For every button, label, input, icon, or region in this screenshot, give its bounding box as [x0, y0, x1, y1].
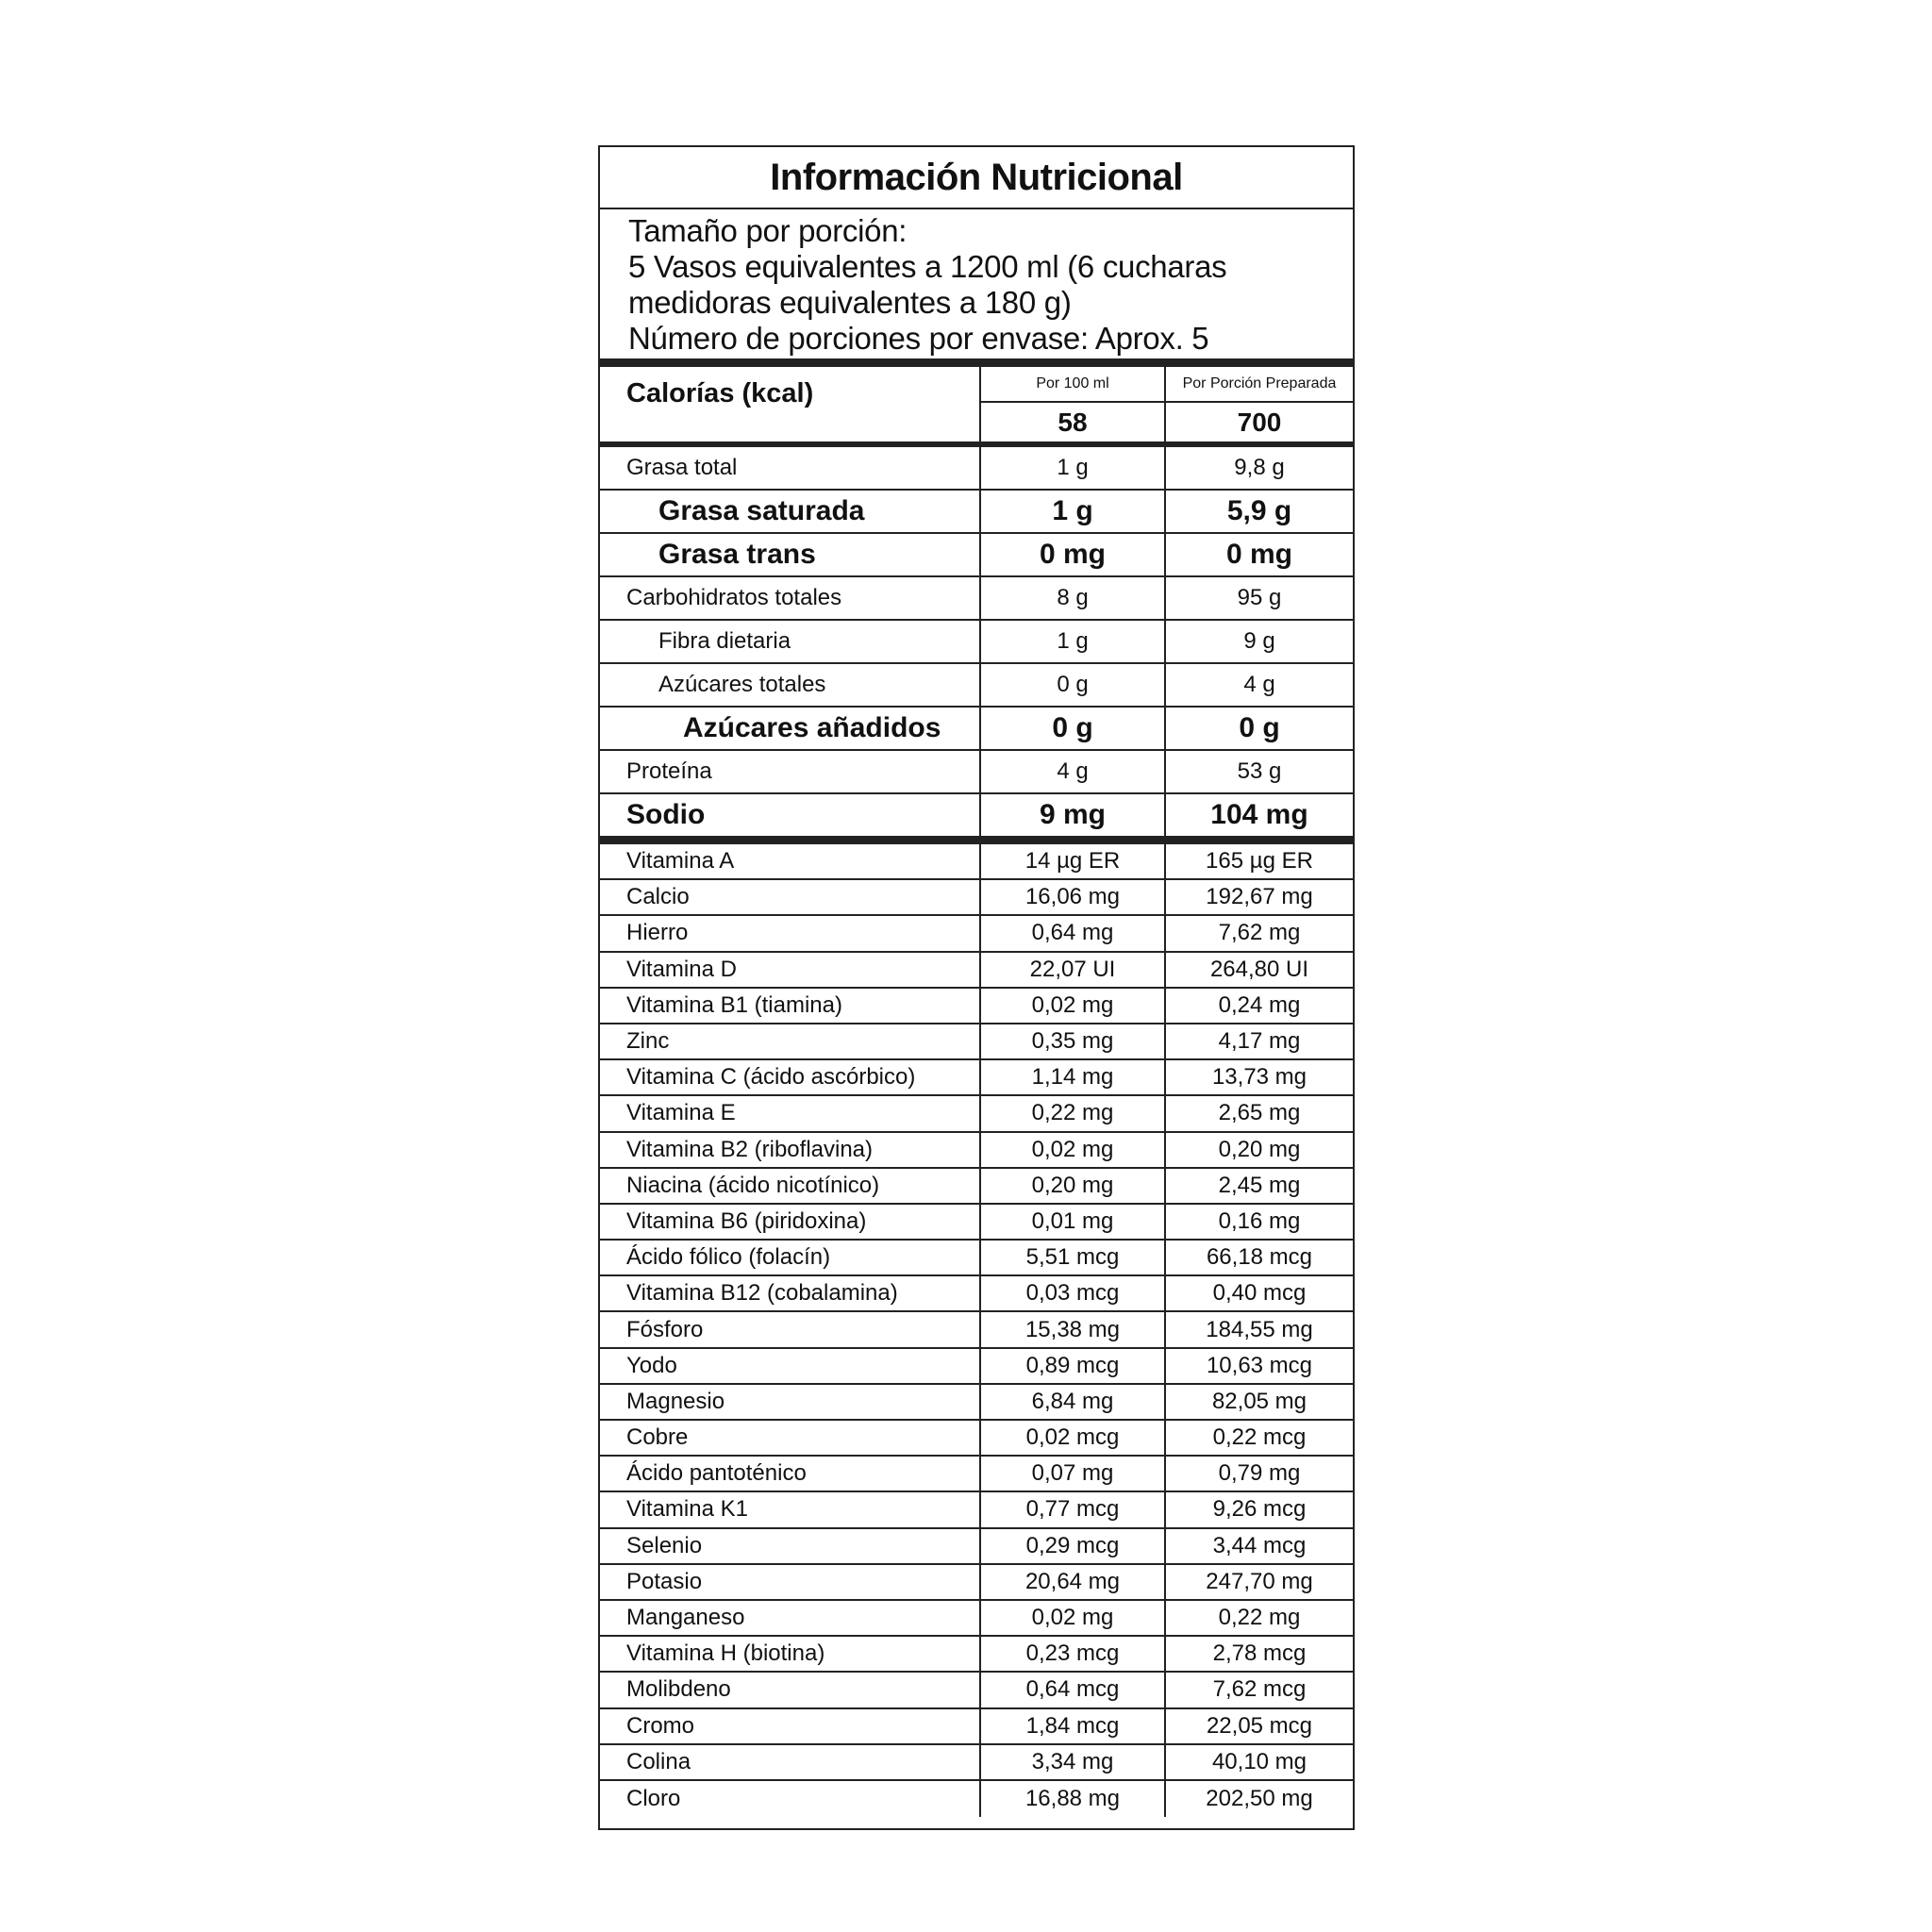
micronutrient-value-per100: 22,07 UI [979, 953, 1164, 987]
micronutrient-value-per100: 0,01 mg [979, 1205, 1164, 1239]
nutrient-value-portion: 4 g [1164, 664, 1353, 706]
micronutrient-value-portion: 22,05 mcg [1164, 1709, 1353, 1743]
nutrient-value-per100: 1 g [979, 491, 1164, 532]
micronutrient-value-per100: 0,35 mg [979, 1024, 1164, 1058]
nutrient-value-portion: 0 mg [1164, 534, 1353, 575]
micronutrient-value-portion: 247,70 mg [1164, 1565, 1353, 1599]
column-header-portion: Por Porción Preparada [1166, 367, 1353, 403]
micronutrient-name: Fósforo [626, 1316, 704, 1342]
serving-size-text-cont: medidoras equivalentes a 180 g) [628, 285, 1072, 320]
micronutrient-name: Ácido fólico (folacín) [626, 1244, 831, 1271]
nutrient-row [600, 751, 1353, 794]
micronutrient-name: Manganeso [626, 1605, 745, 1631]
micronutrient-value-portion: 264,80 UI [1164, 953, 1353, 987]
nutrient-row [600, 491, 1353, 534]
micronutrient-value-per100: 0,07 mg [979, 1457, 1164, 1491]
micronutrient-value-portion: 0,79 mg [1164, 1457, 1353, 1491]
micronutrient-row [600, 1241, 1353, 1276]
micronutrient-name: Cromo [626, 1712, 695, 1739]
micronutrient-value-portion: 192,67 mg [1164, 880, 1353, 914]
micronutrient-value-per100: 15,38 mg [979, 1312, 1164, 1346]
micronutrient-name: Potasio [626, 1568, 703, 1594]
micronutrient-name: Vitamina H (biotina) [626, 1641, 825, 1667]
micronutrient-value-portion: 7,62 mg [1164, 916, 1353, 950]
micronutrient-value-portion: 4,17 mg [1164, 1024, 1353, 1058]
micronutrient-name: Vitamina D [626, 956, 737, 982]
micronutrient-value-portion: 40,10 mg [1164, 1745, 1353, 1779]
calories-label: Calorías (kcal) [626, 377, 814, 408]
micronutrient-row [600, 1529, 1353, 1565]
nutrient-row [600, 621, 1353, 664]
micronutrient-value-per100: 0,29 mcg [979, 1529, 1164, 1563]
nutrient-value-per100: 0 mg [979, 534, 1164, 575]
micronutrient-value-per100: 16,88 mg [979, 1781, 1164, 1817]
micronutrient-value-per100: 0,64 mg [979, 916, 1164, 950]
nutrient-value-portion: 9,8 g [1164, 447, 1353, 489]
nutrient-name: Grasa saturada [658, 495, 865, 526]
micronutrient-value-per100: 0,03 mcg [979, 1276, 1164, 1310]
calories-value-portion: 700 [1237, 407, 1282, 437]
nutrient-row [600, 534, 1353, 577]
nutrient-value-per100: 9 mg [979, 794, 1164, 836]
label-title: Información Nutricional [600, 147, 1353, 209]
micronutrient-row [600, 1024, 1353, 1060]
nutrient-value-portion: 9 g [1164, 621, 1353, 662]
micronutrient-row [600, 1169, 1353, 1205]
micronutrient-value-per100: 20,64 mg [979, 1565, 1164, 1599]
micronutrient-name: Vitamina A [626, 848, 735, 874]
nutrient-name: Carbohidratos totales [626, 585, 842, 610]
micronutrient-row [600, 1312, 1353, 1348]
micronutrient-row [600, 1673, 1353, 1708]
micronutrient-row [600, 1709, 1353, 1745]
nutrient-value-per100: 1 g [979, 621, 1164, 662]
micronutrient-value-per100: 0,77 mcg [979, 1492, 1164, 1526]
nutrient-name: Grasa total [626, 455, 738, 480]
micronutrient-value-portion: 9,26 mcg [1164, 1492, 1353, 1526]
micronutrient-name: Yodo [626, 1352, 677, 1378]
thick-divider [600, 358, 1353, 367]
micronutrient-row [600, 880, 1353, 916]
nutrient-row [600, 664, 1353, 708]
macronutrient-rows [600, 447, 1353, 836]
calories-value-per100: 58 [1058, 407, 1088, 437]
micronutrient-value-portion: 82,05 mg [1164, 1385, 1353, 1419]
nutrient-name: Azúcares totales [658, 672, 826, 697]
micronutrient-value-per100: 14 µg ER [979, 844, 1164, 878]
micronutrient-row [600, 916, 1353, 952]
micronutrient-row [600, 989, 1353, 1024]
micronutrient-name: Magnesio [626, 1388, 725, 1414]
micronutrient-row [600, 1096, 1353, 1132]
micronutrient-value-portion: 165 µg ER [1164, 844, 1353, 878]
micronutrient-value-portion: 7,62 mcg [1164, 1673, 1353, 1707]
micronutrient-value-portion: 66,18 mcg [1164, 1241, 1353, 1274]
nutrient-name: Azúcares añadidos [683, 712, 941, 743]
micronutrient-value-per100: 0,02 mg [979, 989, 1164, 1023]
nutrient-value-portion: 95 g [1164, 577, 1353, 619]
micronutrient-value-portion: 3,44 mcg [1164, 1529, 1353, 1563]
nutrition-facts-label [598, 145, 1355, 1830]
micronutrient-value-portion: 2,78 mcg [1164, 1637, 1353, 1671]
micronutrient-value-per100: 0,02 mcg [979, 1421, 1164, 1455]
nutrient-value-per100: 0 g [979, 708, 1164, 749]
nutrient-name: Proteína [626, 758, 712, 784]
nutrient-value-per100: 8 g [979, 577, 1164, 619]
nutrient-value-per100: 0 g [979, 664, 1164, 706]
micronutrient-row [600, 844, 1353, 880]
micronutrient-rows [600, 844, 1353, 1817]
micronutrient-name: Cloro [626, 1785, 681, 1811]
micronutrient-value-per100: 3,34 mg [979, 1745, 1164, 1779]
micronutrient-row [600, 1745, 1353, 1781]
nutrient-name: Fibra dietaria [658, 628, 791, 654]
micronutrient-name: Cobre [626, 1424, 689, 1451]
serving-size-heading: Tamaño por porción: [628, 213, 908, 248]
nutrient-row [600, 447, 1353, 491]
micronutrient-name: Vitamina E [626, 1100, 736, 1126]
micronutrient-name: Vitamina B6 (piridoxina) [626, 1208, 867, 1234]
micronutrient-row [600, 1060, 1353, 1096]
micronutrient-value-portion: 13,73 mg [1164, 1060, 1353, 1094]
nutrient-row [600, 794, 1353, 836]
micronutrient-value-portion: 0,22 mg [1164, 1601, 1353, 1635]
micronutrient-value-portion: 0,20 mg [1164, 1133, 1353, 1167]
micronutrient-row [600, 1421, 1353, 1457]
serving-size-text: 5 Vasos equivalentes a 1200 ml (6 cucharas [628, 249, 1227, 284]
micronutrient-value-per100: 0,02 mg [979, 1601, 1164, 1635]
micronutrient-value-portion: 0,22 mcg [1164, 1421, 1353, 1455]
micronutrient-value-portion: 10,63 mcg [1164, 1349, 1353, 1383]
micronutrient-value-per100: 1,84 mcg [979, 1709, 1164, 1743]
micronutrient-row [600, 1637, 1353, 1673]
micronutrient-name: Hierro [626, 920, 689, 946]
micronutrient-value-per100: 5,51 mcg [979, 1241, 1164, 1274]
micronutrient-name: Vitamina B12 (cobalamina) [626, 1280, 898, 1307]
micronutrient-name: Vitamina B2 (riboflavina) [626, 1136, 874, 1162]
micronutrient-row [600, 1205, 1353, 1241]
micronutrient-name: Colina [626, 1748, 691, 1774]
micronutrient-value-portion: 2,65 mg [1164, 1096, 1353, 1130]
micronutrient-row [600, 1781, 1353, 1817]
micronutrient-name: Molibdeno [626, 1676, 731, 1703]
nutrient-value-per100: 1 g [979, 447, 1164, 489]
micronutrient-value-per100: 0,23 mcg [979, 1637, 1164, 1671]
micronutrient-row [600, 1565, 1353, 1601]
column-header-per100: Por 100 ml [981, 367, 1164, 403]
micronutrient-value-portion: 202,50 mg [1164, 1781, 1353, 1817]
micronutrient-row [600, 1601, 1353, 1637]
nutrient-value-portion: 53 g [1164, 751, 1353, 792]
micronutrient-row [600, 1276, 1353, 1312]
micronutrient-name: Calcio [626, 884, 690, 910]
nutrient-row [600, 577, 1353, 621]
serving-info [600, 209, 1353, 358]
servings-per-container: Número de porciones por envase: Aprox. 5 [628, 321, 1209, 356]
micronutrient-name: Vitamina B1 (tiamina) [626, 991, 842, 1018]
nutrient-name: Grasa trans [658, 539, 816, 570]
micronutrient-row [600, 1133, 1353, 1169]
nutrient-value-portion: 0 g [1164, 708, 1353, 749]
calories-col-per100 [979, 367, 1164, 441]
micronutrient-row [600, 953, 1353, 989]
micronutrient-name: Niacina (ácido nicotínico) [626, 1172, 880, 1198]
micronutrient-value-portion: 0,24 mg [1164, 989, 1353, 1023]
micronutrient-row [600, 1457, 1353, 1492]
micronutrient-value-per100: 0,64 mcg [979, 1673, 1164, 1707]
micronutrient-name: Vitamina K1 [626, 1496, 748, 1523]
micronutrient-name: Selenio [626, 1532, 703, 1558]
micronutrient-value-per100: 16,06 mg [979, 880, 1164, 914]
micronutrient-value-per100: 6,84 mg [979, 1385, 1164, 1419]
micronutrient-name: Vitamina C (ácido ascórbico) [626, 1064, 916, 1091]
micronutrient-value-portion: 184,55 mg [1164, 1312, 1353, 1346]
nutrient-name: Sodio [626, 799, 706, 830]
calories-row [600, 367, 1353, 441]
micronutrient-value-portion: 0,40 mcg [1164, 1276, 1353, 1310]
micronutrient-name: Ácido pantoténico [626, 1460, 807, 1487]
micronutrient-value-per100: 0,02 mg [979, 1133, 1164, 1167]
nutrient-value-portion: 5,9 g [1164, 491, 1353, 532]
nutrient-row [600, 708, 1353, 751]
micronutrient-value-per100: 1,14 mg [979, 1060, 1164, 1094]
micronutrient-value-per100: 0,22 mg [979, 1096, 1164, 1130]
micronutrient-row [600, 1492, 1353, 1528]
micronutrient-value-portion: 0,16 mg [1164, 1205, 1353, 1239]
micronutrient-row [600, 1385, 1353, 1421]
thick-divider [600, 836, 1353, 844]
calories-col-portion [1164, 367, 1353, 441]
micronutrient-value-per100: 0,20 mg [979, 1169, 1164, 1203]
nutrient-value-portion: 104 mg [1164, 794, 1353, 836]
micronutrient-name: Zinc [626, 1028, 670, 1055]
nutrient-value-per100: 4 g [979, 751, 1164, 792]
micronutrient-value-portion: 2,45 mg [1164, 1169, 1353, 1203]
micronutrient-value-per100: 0,89 mcg [979, 1349, 1164, 1383]
micronutrient-row [600, 1349, 1353, 1385]
